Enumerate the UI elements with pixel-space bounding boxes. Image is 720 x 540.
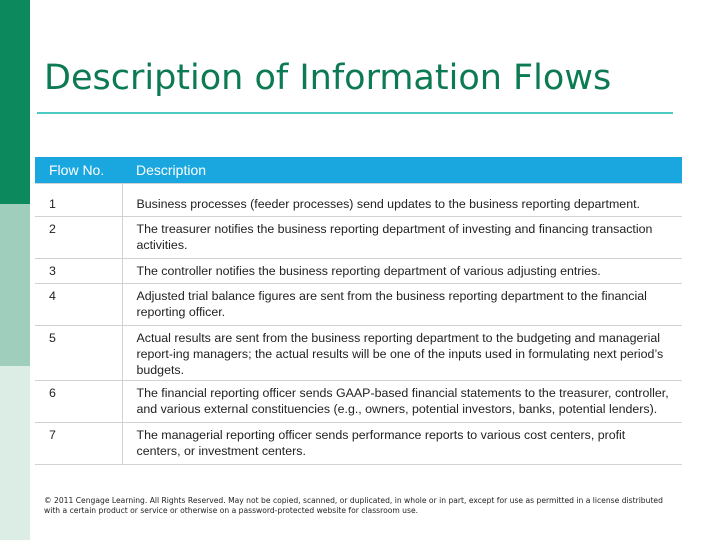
flow-description: The controller notifies the business reporting department of various adjusting entries. — [122, 259, 682, 284]
flow-description: Adjusted trial balance figures are sent from the business reporting department to the financial reporting officer. — [122, 284, 682, 326]
flow-number: 7 — [35, 423, 122, 465]
flow-number: 1 — [35, 184, 122, 217]
flow-number: 5 — [35, 326, 122, 381]
title-underline — [37, 112, 673, 114]
flow-description: The financial reporting officer sends GAAP-based financial statements to the treasurer, controller, and various external constituencies (e.g., owners, potential investors, banks, potential lenders). — [122, 381, 682, 423]
sidebar-band-dark — [0, 0, 30, 204]
flow-number: 6 — [35, 381, 122, 423]
flow-description: Actual results are sent from the business reporting department to the budgeting and managerial report-ing managers; the actual results will be one of the inputs used in formulating next period’s budgets. — [122, 326, 682, 381]
flow-description: The managerial reporting officer sends performance reports to various cost centers, profit centers, or investment centers. — [122, 423, 682, 465]
slide-title: Description of Information Flows — [44, 58, 612, 98]
decorative-sidebar — [0, 0, 30, 540]
table-row — [35, 184, 682, 217]
header-flow-no: Flow No. — [35, 157, 122, 184]
table-row — [35, 423, 682, 465]
header-description: Description — [122, 157, 682, 184]
flow-number: 4 — [35, 284, 122, 326]
flow-number: 3 — [35, 259, 122, 284]
table-row — [35, 284, 682, 326]
table-row — [35, 217, 682, 259]
flow-description: The treasurer notifies the business reporting department of investing and financing transaction activities. — [122, 217, 682, 259]
sidebar-band-light — [0, 366, 30, 540]
copyright-footer: © 2011 Cengage Learning. All Rights Reserved. May not be copied, scanned, or duplicated, in whole or in part, except for use as permitted in a license distributed with a certain product or service or otherwise on a password-protected website for classroom use. — [44, 496, 663, 515]
information-flows-table — [35, 157, 682, 465]
flow-description: Business processes (feeder processes) send updates to the business reporting department. — [122, 184, 682, 217]
table-row — [35, 381, 682, 423]
table-header-row — [35, 157, 682, 184]
table-row — [35, 326, 682, 381]
table-row — [35, 259, 682, 284]
flow-number: 2 — [35, 217, 122, 259]
sidebar-band-mid — [0, 204, 30, 366]
